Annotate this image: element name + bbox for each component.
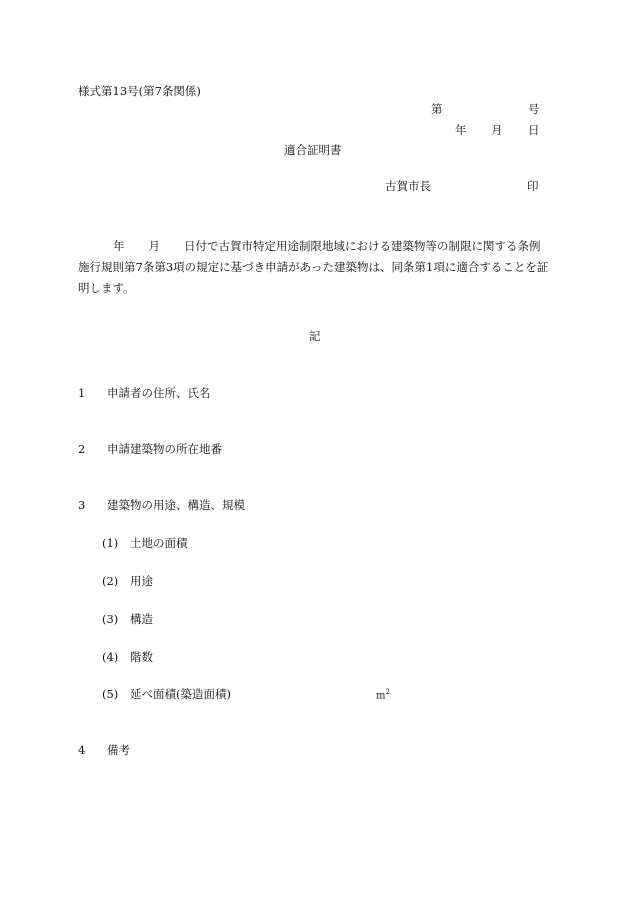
subitem-1-label: 土地の面積 bbox=[130, 536, 188, 550]
date-month: 月 bbox=[491, 123, 503, 137]
subitem-5-number: (5) bbox=[102, 687, 119, 701]
document-title: 適合証明書 bbox=[284, 143, 342, 157]
body-line-1-text: 日付で古賀市特定用途制限地域における建築物等の制限に関する条例 bbox=[184, 239, 541, 253]
number-prefix: 第 bbox=[431, 102, 443, 116]
body-line-3: 明します。 bbox=[78, 281, 135, 295]
item-3-number: 3 bbox=[78, 498, 86, 512]
body-year: 年 bbox=[113, 239, 125, 253]
date-day: 日 bbox=[528, 123, 540, 137]
subitem-1-number: (1) bbox=[102, 536, 119, 550]
item-3-label: 建築物の用途、構造、規模 bbox=[107, 498, 245, 512]
number-suffix: 号 bbox=[528, 102, 540, 116]
area-unit-base: m bbox=[376, 690, 386, 702]
body-line-1 bbox=[78, 236, 556, 257]
subitem-2-number: (2) bbox=[102, 574, 119, 588]
item-4-number: 4 bbox=[78, 743, 86, 757]
body-month: 月 bbox=[148, 239, 160, 253]
area-unit-exponent: 2 bbox=[385, 688, 390, 696]
item-4-label: 備考 bbox=[107, 743, 130, 757]
item-2-label: 申請建築物の所在地番 bbox=[107, 442, 222, 456]
subitem-3-label: 構造 bbox=[130, 612, 153, 626]
date-year: 年 bbox=[455, 123, 467, 137]
subitem-3-number: (3) bbox=[102, 612, 119, 626]
item-2-number: 2 bbox=[78, 442, 86, 456]
item-1-label: 申請者の住所、氏名 bbox=[107, 386, 211, 400]
subitem-4-number: (4) bbox=[102, 650, 119, 664]
subitem-5-label: 延べ面積(築造面積) bbox=[130, 687, 231, 701]
certificate-body bbox=[78, 236, 556, 299]
form-label: 様式第13号(第7条関係) bbox=[78, 84, 201, 98]
subitem-2-label: 用途 bbox=[130, 574, 153, 588]
issuer-name: 古賀市長 bbox=[385, 179, 431, 193]
issuer-seal: 印 bbox=[527, 179, 539, 193]
body-line-2: 施行規則第7条第3項の規定に基づき申請があった建築物は、同条第1項に適合することを証 bbox=[78, 260, 549, 274]
area-unit bbox=[376, 689, 390, 701]
subitem-4-label: 階数 bbox=[130, 650, 153, 664]
ki-heading: 記 bbox=[309, 329, 321, 343]
item-1-number: 1 bbox=[78, 386, 86, 400]
